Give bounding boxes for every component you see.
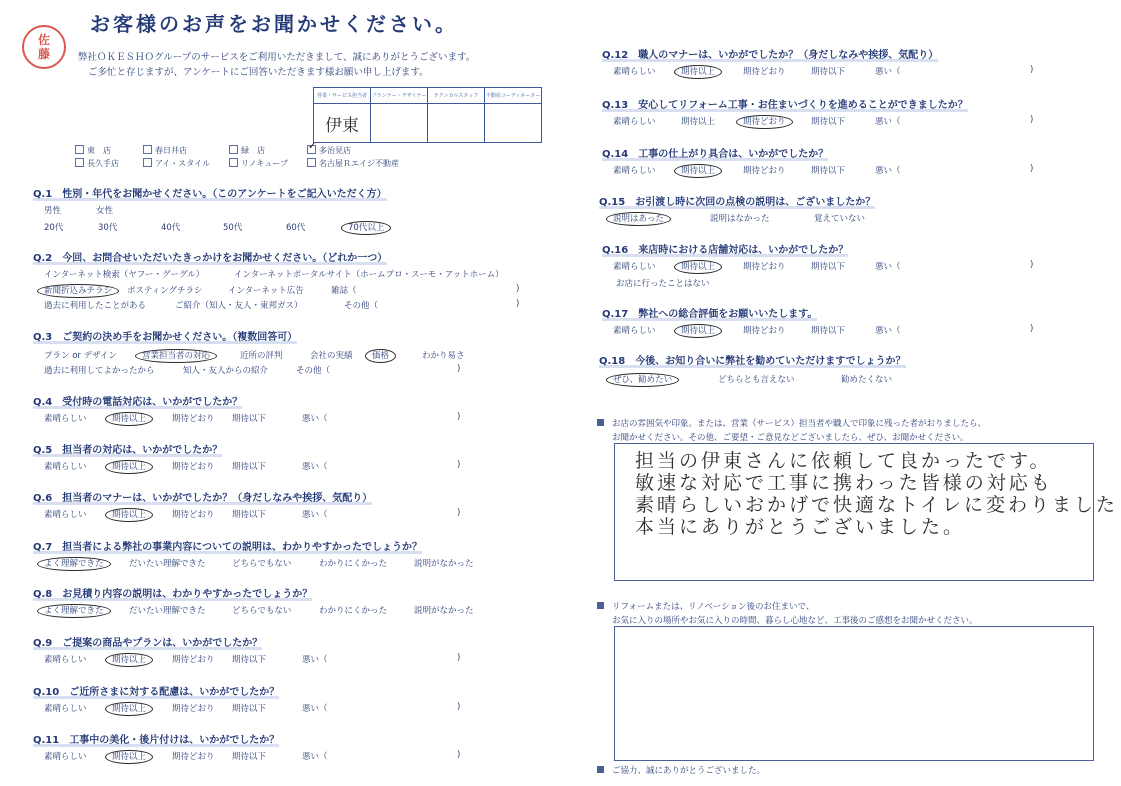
selected-option[interactable]: 期待以上 (674, 164, 722, 178)
option[interactable]: 素晴らしい (44, 510, 87, 520)
selected-option[interactable]: よく理解できた (37, 557, 111, 571)
question-4: Q.4 受付時の電話対応は、いかがでしたか？ (33, 393, 242, 408)
option[interactable]: 悪い（ (302, 462, 328, 472)
option[interactable]: 期待どおり (172, 414, 215, 424)
comment-heading-1b: お聞かせください。その他、ご要望・ご意見などございましたら、ぜひ、お聞かせください。 (612, 433, 969, 443)
question-13: Q.13 安心してリフォーム工事・お住まいづくりを進めることができましたか？ (602, 96, 968, 111)
selected-option[interactable]: 説明はあった (606, 212, 671, 226)
question-15: Q.15 お引渡し時に次回の点検の説明は、ございましたか？ (599, 193, 875, 208)
option[interactable]: 期待以下 (232, 462, 267, 472)
handwritten-line: 担当の伊東さんに依頼して良かったです。 (635, 450, 1052, 472)
option[interactable]: 説明がなかった (414, 559, 474, 569)
option[interactable]: 悪い（ (875, 117, 901, 127)
question-18: Q.18 今後、お知り合いに弊社を勧めていただけますでしょうか？ (599, 352, 906, 367)
option[interactable]: 悪い（ (875, 67, 901, 77)
option[interactable]: インターネットポータルサイト（ホームプロ・スーモ・アットホーム） (234, 270, 504, 280)
option[interactable]: 期待どおり (172, 655, 215, 665)
option[interactable]: 期待どおり (743, 67, 786, 77)
close-paren: ) (516, 299, 520, 309)
handwritten-line: 本当にありがとうございました。 (635, 516, 966, 538)
option[interactable]: 素晴らしい (44, 414, 87, 424)
close-paren: ) (516, 284, 520, 294)
store-label: 多治見店 (319, 146, 351, 155)
store-label: 名古屋Ｒエイジ不動産 (319, 159, 399, 168)
option[interactable]: だいたい理解できた (129, 559, 206, 569)
option[interactable]: その他（ (344, 301, 379, 311)
question-14: Q.14 工事の仕上がり具合は、いかがでしたか？ (602, 145, 828, 160)
store-label: リノキューブ (241, 159, 288, 168)
option[interactable]: 素晴らしい (613, 262, 656, 272)
option[interactable]: 女性 (96, 206, 114, 216)
option[interactable]: 素晴らしい (44, 704, 87, 714)
intro-line-2: ご多忙と存じますが、アンケートにご回答いただきます様お願い申し上げます。 (88, 67, 429, 78)
selected-option[interactable]: 期待どおり (736, 115, 793, 129)
option[interactable]: 30代 (98, 223, 118, 233)
option[interactable]: 説明がなかった (414, 606, 474, 616)
question-6: Q.6 担当者のマナーは、いかがでしたか？（身だしなみや挨拶、気配り） (33, 489, 372, 504)
staff-header-technical: テクニカルスタッフ (428, 88, 485, 104)
selected-option[interactable]: 期待以上 (105, 460, 153, 474)
selected-option[interactable]: 期待以上 (105, 508, 153, 522)
question-9: Q.9 ご提案の商品やプランは、いかがでしたか？ (33, 634, 262, 649)
option[interactable]: 60代 (286, 223, 306, 233)
comment-heading-1: お店の雰囲気や印象。または、営業（サービス）担当者や職人で印象に残った者がおりましたら、 (597, 417, 986, 431)
option[interactable]: 期待以下 (232, 704, 267, 714)
option[interactable]: 過去に利用してよかったから (44, 366, 155, 376)
option[interactable]: 素晴らしい (44, 462, 87, 472)
option[interactable]: 近所の評判 (240, 351, 283, 361)
option[interactable]: 期待どおり (172, 752, 215, 762)
option[interactable]: 悪い（ (875, 166, 901, 176)
option[interactable]: 20代 (44, 223, 64, 233)
selected-option[interactable]: 70代以上 (341, 221, 391, 235)
option[interactable]: その他（ (296, 366, 331, 376)
option[interactable]: 悪い（ (302, 655, 328, 665)
comment-heading-2: リフォームまたは、リノベーション後のお住まいで、 (597, 600, 814, 614)
store-label: 緑 店 (241, 146, 265, 155)
option[interactable]: 50代 (223, 223, 243, 233)
selected-option[interactable]: 期待以上 (674, 260, 722, 274)
option[interactable]: 期待どおり (172, 462, 215, 472)
close-paren: ) (1030, 65, 1034, 75)
staff-name: 伊東 (325, 115, 359, 136)
close-paren: ) (457, 508, 461, 518)
close-paren: ) (1030, 324, 1034, 334)
selected-option[interactable]: 期待以上 (105, 702, 153, 716)
selected-option[interactable]: 期待以上 (105, 653, 153, 667)
option[interactable]: 期待どおり (743, 262, 786, 272)
close-paren: ) (1030, 260, 1034, 270)
option[interactable]: わかりにくかった (319, 559, 388, 569)
staff-name-cell (314, 104, 371, 143)
store-row-2 (75, 158, 399, 169)
option[interactable]: 雑誌（ (331, 286, 357, 296)
option[interactable]: 期待以下 (811, 262, 846, 272)
store-row-1 (75, 141, 351, 156)
option[interactable]: 素晴らしい (44, 655, 87, 665)
option-never-visited[interactable]: お店に行ったことはない (616, 279, 710, 289)
checkbox[interactable] (75, 145, 84, 154)
question-17: Q.17 弊社への総合評価をお願いいたします。 (602, 305, 817, 320)
option[interactable]: プラン or デザイン (44, 351, 118, 361)
comment-box-2[interactable] (614, 626, 1094, 761)
staff-header-realestate: 不動産コーディネーター (485, 88, 542, 104)
selected-option[interactable]: 期待以上 (674, 324, 722, 338)
option[interactable]: 期待どおり (172, 704, 215, 714)
selected-option[interactable]: 営業担当者の対応 (135, 349, 217, 363)
handwritten-line: 素晴らしいおかげで快適なトイレに変わりました (635, 494, 1119, 516)
question-5: Q.5 担当者の対応は、いかがでしたか？ (33, 441, 222, 456)
option[interactable]: 悪い（ (302, 414, 328, 424)
option[interactable]: インターネット広告 (228, 286, 304, 296)
option[interactable]: 素晴らしい (44, 752, 87, 762)
checkbox[interactable] (143, 145, 152, 154)
staff-header-sales: 営業・サービス担当者 (314, 88, 371, 104)
selected-option[interactable]: 期待以上 (105, 750, 153, 764)
option[interactable]: ご紹介（知人・友人・東邦ガス） (175, 301, 303, 311)
comment-box-1[interactable] (614, 443, 1119, 581)
close-paren: ) (1030, 115, 1034, 125)
close-paren: ) (1030, 164, 1034, 174)
store-label: アイ・スタイル (155, 159, 211, 168)
option[interactable]: 素晴らしい (613, 117, 656, 127)
option[interactable]: 期待以下 (811, 326, 846, 336)
selected-option[interactable]: 期待以上 (105, 412, 153, 426)
option[interactable]: どちらとも言えない (718, 375, 795, 385)
selected-option[interactable]: 新聞折込みチラシ (37, 284, 119, 298)
close-paren: ) (457, 702, 461, 712)
option[interactable]: インターネット検索（ヤフー・グーグル） (44, 270, 205, 280)
option[interactable]: 期待以下 (232, 655, 267, 665)
checkbox[interactable] (143, 158, 152, 167)
option[interactable]: 過去に利用したことがある (44, 301, 147, 311)
option[interactable]: どちらでもない (232, 606, 292, 616)
option[interactable]: 会社の実績 (310, 351, 353, 361)
staff-seal-stamp: 佐 藤 (22, 25, 66, 69)
checkbox-checked[interactable]: ✓ (308, 141, 317, 152)
question-10: Q.10 ご近所さまに対する配慮は、いかがでしたか？ (33, 683, 279, 698)
store-label: 長久手店 (87, 159, 119, 168)
checkbox[interactable] (229, 158, 238, 167)
question-7: Q.7 担当者による弊社の事業内容についての説明は、わかりやすかったでしょうか？ (33, 538, 422, 553)
option[interactable]: 素晴らしい (613, 67, 656, 77)
option[interactable]: 説明はなかった (710, 214, 770, 224)
option[interactable]: 期待以上 (681, 117, 716, 127)
page-title: お客様のお声をお聞かせください。 (90, 12, 458, 36)
close-paren: ) (457, 412, 461, 422)
option[interactable]: 悪い（ (875, 262, 901, 272)
close-paren: ) (457, 364, 461, 374)
option[interactable]: だいたい理解できた (129, 606, 206, 616)
square-bullet-icon (597, 766, 604, 773)
option[interactable]: 期待どおり (743, 166, 786, 176)
option[interactable]: 素晴らしい (613, 326, 656, 336)
question-2: Q.2 今回、お問合せいただいたきっかけをお聞かせください。（どれか一つ） (33, 249, 387, 264)
handwritten-line: 敏速な対応で工事に携わった皆様の対応も (635, 472, 1053, 494)
checkbox[interactable] (307, 158, 316, 167)
square-bullet-icon (597, 602, 604, 609)
option[interactable]: わかりにくかった (319, 606, 388, 616)
option[interactable]: ポスティングチラシ (127, 286, 203, 296)
option[interactable]: 男性 (44, 206, 62, 216)
selected-option[interactable]: よく理解できた (37, 604, 111, 618)
option[interactable]: 期待どおり (172, 510, 215, 520)
option[interactable]: 素晴らしい (613, 166, 656, 176)
option[interactable]: どちらでもない (232, 559, 292, 569)
question-12: Q.12 職人のマナーは、いかがでしたか？（身だしなみや挨拶、気配り） (602, 46, 938, 61)
close-paren: ) (457, 653, 461, 663)
selected-option[interactable]: ぜひ、勧めたい (606, 373, 679, 387)
option[interactable]: わかり易さ (422, 351, 465, 361)
square-bullet-icon (597, 419, 604, 426)
option[interactable]: 悪い（ (302, 704, 328, 714)
option[interactable]: 知人・友人からの紹介 (183, 366, 269, 376)
option[interactable]: 期待以下 (232, 752, 267, 762)
footer-thanks: ご協力、誠にありがとうございました。 (597, 764, 765, 778)
staff-table (313, 87, 542, 143)
store-label: 東 店 (87, 146, 111, 155)
close-paren: ) (457, 750, 461, 760)
selected-option[interactable]: 価格 (365, 349, 396, 363)
option[interactable]: 期待以下 (811, 117, 846, 127)
option[interactable]: 悪い（ (302, 752, 328, 762)
option[interactable]: 期待以下 (232, 414, 267, 424)
selected-option[interactable]: 期待以上 (674, 65, 722, 79)
checkbox[interactable] (75, 158, 84, 167)
question-11: Q.11 工事中の美化・後片付けは、いかがでしたか？ (33, 731, 279, 746)
store-label: 春日井店 (155, 146, 187, 155)
intro-line-1: 弊社ＯＫＥＳＨＯグループのサービスをご利用いただきまして、誠にありがとうございます。 (78, 52, 476, 63)
option[interactable]: 期待どおり (743, 326, 786, 336)
question-8: Q.8 お見積り内容の説明は、わかりやすかったでしょうか？ (33, 585, 312, 600)
option[interactable]: 悪い（ (302, 510, 328, 520)
option[interactable]: 覚えていない (814, 214, 866, 224)
option[interactable]: 期待以下 (811, 67, 846, 77)
close-paren: ) (457, 460, 461, 470)
comment-heading-2b: お気に入りの場所やお気に入りの時間、暮らし心地など、工事後のご感想をお聞かせください。 (612, 616, 978, 626)
option[interactable]: 期待以下 (232, 510, 267, 520)
question-16: Q.16 来店時における店舗対応は、いかがでしたか？ (602, 241, 848, 256)
option[interactable]: 勧めたくない (841, 375, 893, 385)
question-3: Q.3 ご契約の決め手をお聞かせください。（複数回答可） (33, 328, 297, 343)
question-1: Q.1 性別・年代をお聞かせください。（このアンケートをご記入いただく方） (33, 185, 387, 200)
checkbox[interactable] (229, 145, 238, 154)
staff-header-planner: プランナー・デザイナー (371, 88, 428, 104)
option[interactable]: 悪い（ (875, 326, 901, 336)
option[interactable]: 40代 (161, 223, 181, 233)
option[interactable]: 期待以下 (811, 166, 846, 176)
